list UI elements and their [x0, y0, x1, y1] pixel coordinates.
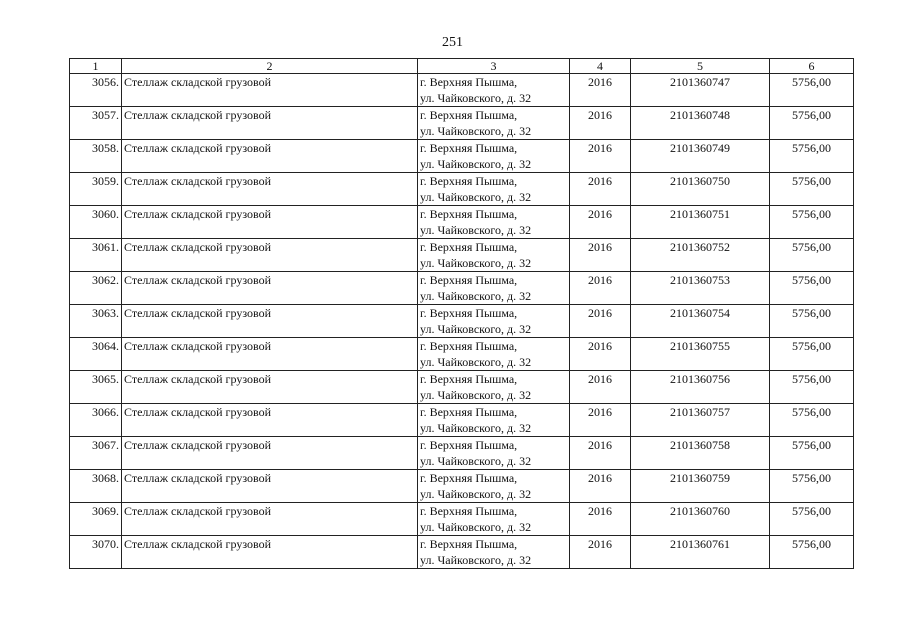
inventory-number-text: 2101360752 [670, 240, 730, 254]
inventory-number [631, 338, 770, 371]
row-number [70, 239, 122, 272]
item-cost [770, 536, 854, 569]
item-name [122, 437, 418, 470]
address-line-2: ул. Чайковского, д. 32 [420, 322, 532, 336]
item-cost [770, 371, 854, 404]
inventory-number-text: 2101360755 [670, 339, 730, 353]
table-row [70, 536, 854, 569]
row-number [70, 107, 122, 140]
item-year [570, 470, 631, 503]
table-row [70, 470, 854, 503]
row-number [70, 404, 122, 437]
row-number-text: 3062. [92, 273, 119, 287]
inventory-number [631, 305, 770, 338]
item-cost-text: 5756,00 [792, 339, 831, 353]
row-number [70, 173, 122, 206]
table-row [70, 338, 854, 371]
address-line-1: г. Верхняя Пышма, [420, 471, 518, 485]
item-cost-text: 5756,00 [792, 207, 831, 221]
item-name-text: Стеллаж складской грузовой [124, 240, 271, 254]
row-number-text: 3059. [92, 174, 119, 188]
row-number-text: 3066. [92, 405, 119, 419]
row-number [70, 371, 122, 404]
inventory-number [631, 371, 770, 404]
inventory-number-text: 2101360750 [670, 174, 730, 188]
item-name-text: Стеллаж складской грузовой [124, 372, 271, 386]
inventory-number-text: 2101360756 [670, 372, 730, 386]
item-year [570, 437, 631, 470]
item-address [418, 437, 570, 470]
item-name [122, 536, 418, 569]
item-name-text: Стеллаж складской грузовой [124, 273, 271, 287]
address-line-2: ул. Чайковского, д. 32 [420, 256, 532, 270]
item-year-text: 2016 [588, 438, 612, 452]
inventory-number [631, 503, 770, 536]
inventory-number-text: 2101360751 [670, 207, 730, 221]
row-number-text: 3061. [92, 240, 119, 254]
item-cost-text: 5756,00 [792, 438, 831, 452]
item-address [418, 239, 570, 272]
inventory-number [631, 272, 770, 305]
address-line-2: ул. Чайковского, д. 32 [420, 520, 532, 534]
item-year [570, 140, 631, 173]
item-cost-text: 5756,00 [792, 174, 831, 188]
header-row [70, 59, 854, 74]
address-line-1: г. Верхняя Пышма, [420, 339, 518, 353]
row-number [70, 338, 122, 371]
row-number [70, 272, 122, 305]
row-number-text: 3067. [92, 438, 119, 452]
item-year-text: 2016 [588, 537, 612, 551]
item-name-text: Стеллаж складской грузовой [124, 108, 271, 122]
row-number-text: 3057. [92, 108, 119, 122]
item-address [418, 503, 570, 536]
item-cost [770, 239, 854, 272]
item-name-text: Стеллаж складской грузовой [124, 75, 271, 89]
address-line-2: ул. Чайковского, д. 32 [420, 91, 532, 105]
address-line-1: г. Верхняя Пышма, [420, 240, 518, 254]
inventory-number-text: 2101360749 [670, 141, 730, 155]
item-cost [770, 173, 854, 206]
item-year [570, 371, 631, 404]
address-line-1: г. Верхняя Пышма, [420, 141, 518, 155]
item-name [122, 173, 418, 206]
item-cost-text: 5756,00 [792, 240, 831, 254]
table-row [70, 74, 854, 107]
address-line-1: г. Верхняя Пышма, [420, 438, 518, 452]
item-cost-text: 5756,00 [792, 75, 831, 89]
item-cost [770, 74, 854, 107]
item-name-text: Стеллаж складской грузовой [124, 537, 271, 551]
item-name [122, 305, 418, 338]
inventory-number-text: 2101360748 [670, 108, 730, 122]
item-year [570, 272, 631, 305]
table-body [70, 74, 854, 569]
address-line-2: ул. Чайковского, д. 32 [420, 355, 532, 369]
item-cost-text: 5756,00 [792, 306, 831, 320]
inventory-number-text: 2101360757 [670, 405, 730, 419]
table-row [70, 173, 854, 206]
column-header-6: 6 [770, 59, 854, 74]
inventory-number [631, 239, 770, 272]
address-line-2: ул. Чайковского, д. 32 [420, 454, 532, 468]
table-row [70, 404, 854, 437]
item-name-text: Стеллаж складской грузовой [124, 339, 271, 353]
column-header-3: 3 [418, 59, 570, 74]
address-line-1: г. Верхняя Пышма, [420, 75, 518, 89]
item-year-text: 2016 [588, 471, 612, 485]
page-number: 251 [442, 35, 463, 50]
inventory-number [631, 437, 770, 470]
item-year [570, 338, 631, 371]
item-year [570, 536, 631, 569]
inventory-number-text: 2101360758 [670, 438, 730, 452]
inventory-number [631, 404, 770, 437]
item-cost-text: 5756,00 [792, 471, 831, 485]
item-name-text: Стеллаж складской грузовой [124, 504, 271, 518]
item-cost [770, 272, 854, 305]
item-address [418, 173, 570, 206]
table-row [70, 305, 854, 338]
table-row [70, 107, 854, 140]
item-cost [770, 437, 854, 470]
address-line-1: г. Верхняя Пышма, [420, 207, 518, 221]
table-row [70, 206, 854, 239]
item-address [418, 305, 570, 338]
item-year-text: 2016 [588, 306, 612, 320]
row-number [70, 536, 122, 569]
address-line-1: г. Верхняя Пышма, [420, 372, 518, 386]
item-address [418, 206, 570, 239]
address-line-2: ул. Чайковского, д. 32 [420, 157, 532, 171]
inventory-number [631, 173, 770, 206]
item-address [418, 371, 570, 404]
item-name [122, 239, 418, 272]
item-name [122, 74, 418, 107]
inventory-number [631, 470, 770, 503]
table-row [70, 272, 854, 305]
item-address [418, 272, 570, 305]
column-header-5: 5 [631, 59, 770, 74]
item-year [570, 206, 631, 239]
address-line-1: г. Верхняя Пышма, [420, 504, 518, 518]
item-cost-text: 5756,00 [792, 141, 831, 155]
item-name-text: Стеллаж складской грузовой [124, 141, 271, 155]
item-address [418, 74, 570, 107]
item-name [122, 470, 418, 503]
row-number [70, 140, 122, 173]
item-address [418, 107, 570, 140]
item-cost-text: 5756,00 [792, 108, 831, 122]
address-line-2: ул. Чайковского, д. 32 [420, 388, 532, 402]
inventory-number [631, 74, 770, 107]
inventory-number-text: 2101360759 [670, 471, 730, 485]
item-cost [770, 404, 854, 437]
inventory-number-text: 2101360747 [670, 75, 730, 89]
address-line-1: г. Верхняя Пышма, [420, 405, 518, 419]
item-cost-text: 5756,00 [792, 372, 831, 386]
item-cost [770, 503, 854, 536]
column-header-2: 2 [122, 59, 418, 74]
address-line-1: г. Верхняя Пышма, [420, 174, 518, 188]
address-line-2: ул. Чайковского, д. 32 [420, 124, 532, 138]
item-year-text: 2016 [588, 240, 612, 254]
row-number [70, 437, 122, 470]
inventory-number-text: 2101360761 [670, 537, 730, 551]
address-line-2: ул. Чайковского, д. 32 [420, 190, 532, 204]
inventory-number-text: 2101360754 [670, 306, 730, 320]
item-cost [770, 107, 854, 140]
item-name [122, 503, 418, 536]
address-line-1: г. Верхняя Пышма, [420, 108, 518, 122]
item-year-text: 2016 [588, 273, 612, 287]
inventory-number-text: 2101360753 [670, 273, 730, 287]
table-row [70, 140, 854, 173]
property-table [69, 58, 854, 569]
item-name-text: Стеллаж складской грузовой [124, 405, 271, 419]
item-year-text: 2016 [588, 141, 612, 155]
item-year [570, 173, 631, 206]
row-number [70, 503, 122, 536]
item-name [122, 272, 418, 305]
item-year [570, 305, 631, 338]
item-address [418, 404, 570, 437]
item-name-text: Стеллаж складской грузовой [124, 174, 271, 188]
row-number-text: 3060. [92, 207, 119, 221]
item-name-text: Стеллаж складской грузовой [124, 306, 271, 320]
row-number [70, 470, 122, 503]
item-year-text: 2016 [588, 372, 612, 386]
row-number-text: 3065. [92, 372, 119, 386]
address-line-1: г. Верхняя Пышма, [420, 273, 518, 287]
item-address [418, 536, 570, 569]
column-header-4: 4 [570, 59, 631, 74]
item-cost-text: 5756,00 [792, 504, 831, 518]
address-line-2: ул. Чайковского, д. 32 [420, 223, 532, 237]
item-name-text: Стеллаж складской грузовой [124, 438, 271, 452]
row-number-text: 3063. [92, 306, 119, 320]
item-year-text: 2016 [588, 504, 612, 518]
row-number-text: 3064. [92, 339, 119, 353]
item-cost [770, 470, 854, 503]
item-name [122, 371, 418, 404]
row-number [70, 305, 122, 338]
table-row [70, 437, 854, 470]
inventory-number [631, 140, 770, 173]
inventory-number [631, 107, 770, 140]
item-year-text: 2016 [588, 174, 612, 188]
column-header-1: 1 [70, 59, 122, 74]
row-number-text: 3069. [92, 504, 119, 518]
item-address [418, 470, 570, 503]
item-year [570, 107, 631, 140]
item-year [570, 503, 631, 536]
address-line-2: ул. Чайковского, д. 32 [420, 553, 532, 567]
item-name-text: Стеллаж складской грузовой [124, 471, 271, 485]
item-year-text: 2016 [588, 108, 612, 122]
item-cost [770, 140, 854, 173]
address-line-2: ул. Чайковского, д. 32 [420, 487, 532, 501]
item-address [418, 338, 570, 371]
inventory-number [631, 536, 770, 569]
item-name [122, 107, 418, 140]
item-name [122, 206, 418, 239]
address-line-1: г. Верхняя Пышма, [420, 537, 518, 551]
item-name-text: Стеллаж складской грузовой [124, 207, 271, 221]
inventory-number [631, 206, 770, 239]
item-cost-text: 5756,00 [792, 273, 831, 287]
row-number-text: 3058. [92, 141, 119, 155]
item-address [418, 140, 570, 173]
table-row [70, 503, 854, 536]
row-number-text: 3070. [92, 537, 119, 551]
item-cost-text: 5756,00 [792, 537, 831, 551]
item-year-text: 2016 [588, 339, 612, 353]
item-cost [770, 206, 854, 239]
table-header [70, 59, 854, 74]
table-row [70, 371, 854, 404]
item-year-text: 2016 [588, 75, 612, 89]
row-number-text: 3068. [92, 471, 119, 485]
address-line-2: ул. Чайковского, д. 32 [420, 421, 532, 435]
item-cost-text: 5756,00 [792, 405, 831, 419]
item-year-text: 2016 [588, 207, 612, 221]
item-year [570, 239, 631, 272]
row-number [70, 74, 122, 107]
item-cost [770, 338, 854, 371]
row-number [70, 206, 122, 239]
item-year [570, 74, 631, 107]
address-line-2: ул. Чайковского, д. 32 [420, 289, 532, 303]
item-year [570, 404, 631, 437]
row-number-text: 3056. [92, 75, 119, 89]
item-name [122, 338, 418, 371]
table-row [70, 239, 854, 272]
item-year-text: 2016 [588, 405, 612, 419]
item-cost [770, 305, 854, 338]
address-line-1: г. Верхняя Пышма, [420, 306, 518, 320]
item-name [122, 140, 418, 173]
inventory-number-text: 2101360760 [670, 504, 730, 518]
item-name [122, 404, 418, 437]
